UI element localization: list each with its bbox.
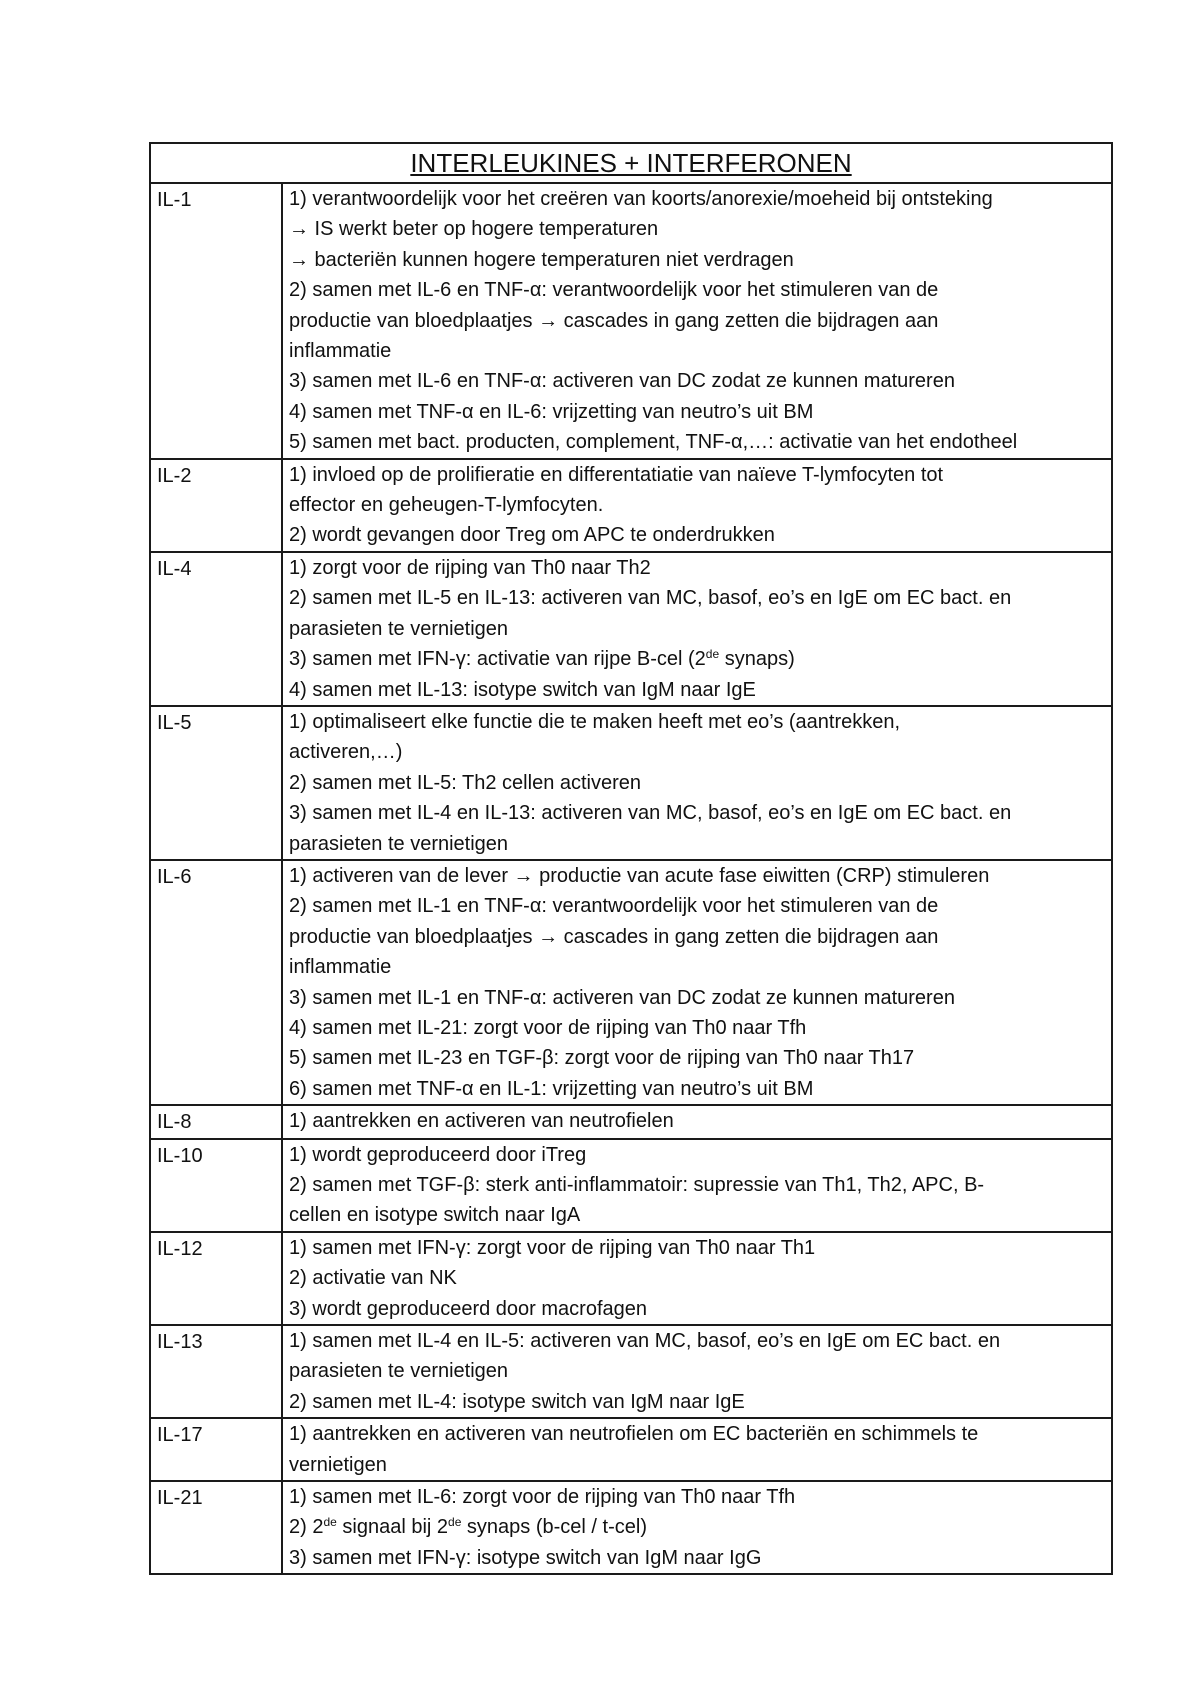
cytokine-description-cell <box>282 1325 1112 1418</box>
description-line: 4) samen met IL-21: zorgt voor de rijping van Th0 naar Tfh <box>289 1016 807 1039</box>
description-line: 3) samen met IL-6 en TNF-α: activeren van DC zodat ze kunnen matureren <box>289 370 955 393</box>
description-line: 2) samen met IL-5 en IL-13: activeren van MC, basof, eo’s en IgE om EC bact. en <box>289 587 1012 610</box>
interleukines-table <box>149 142 1113 1575</box>
cytokine-name-cell <box>150 552 282 706</box>
cytokine-description-cell <box>282 1418 1112 1481</box>
cytokine-name: IL-2 <box>157 464 192 487</box>
description-line: 2) activatie van NK <box>289 1267 457 1290</box>
title-row <box>150 143 1112 183</box>
description-line: 3) samen met IL-1 en TNF-α: activeren van DC zodat ze kunnen matureren <box>289 986 955 1009</box>
table-body <box>150 183 1112 1574</box>
superscript-text: de <box>448 1515 462 1530</box>
cytokine-description-cell <box>282 860 1112 1105</box>
cytokine-description-cell <box>282 1481 1112 1574</box>
description-line: productie van bloedplaatjes → cascades in gang zetten die bijdragen aan <box>289 309 939 332</box>
description-line: productie van bloedplaatjes → cascades in gang zetten die bijdragen aan <box>289 925 939 948</box>
description-line: 2) samen met IL-6 en TNF-α: verantwoordelijk voor het stimuleren van de <box>289 279 939 302</box>
description-line: 5) samen met bact. producten, complement, TNF-α,…: activatie van het endotheel <box>289 431 1018 454</box>
description-line: 3) samen met IFN-γ: isotype switch van IgM naar IgG <box>289 1546 762 1569</box>
description-line: 1) verantwoordelijk voor het creëren van koorts/anorexie/moeheid bij ontsteking <box>289 188 993 210</box>
superscript-text: de <box>705 647 720 662</box>
table-title: INTERLEUKINES + INTERFERONEN <box>150 143 1112 183</box>
table-row <box>150 552 1112 706</box>
description-line <box>289 1512 1105 1542</box>
line-text: 2) 2 <box>289 1516 324 1539</box>
cytokine-description-cell <box>282 1105 1112 1138</box>
description-line: parasieten te vernietigen <box>289 832 509 855</box>
table-row <box>150 183 1112 459</box>
cytokine-name: IL-4 <box>157 557 192 580</box>
cytokine-name-cell <box>150 1481 282 1574</box>
cytokine-description-cell <box>282 183 1112 459</box>
description-line: 5) samen met IL-23 en TGF-β: zorgt voor de rijping van Th0 naar Th17 <box>289 1047 915 1070</box>
description-line: → IS werkt beter op hogere temperaturen <box>289 218 659 241</box>
description-line: parasieten te vernietigen <box>289 1360 509 1383</box>
description-line <box>289 644 1105 674</box>
description-line: 1) aantrekken en activeren van neutrofielen <box>289 1110 674 1133</box>
table-row <box>150 1105 1112 1138</box>
cytokine-name-cell <box>150 183 282 459</box>
description-line: 2) samen met IL-4: isotype switch van IgM naar IgE <box>289 1390 745 1413</box>
description-line: 2) samen met TGF-β: sterk anti-inflammatoir: supressie van Th1, Th2, APC, B- <box>289 1174 985 1196</box>
description-line: 1) samen met IL-4 en IL-5: activeren van MC, basof, eo’s en IgE om EC bact. en <box>289 1330 1001 1353</box>
description-line: 1) wordt geproduceerd door iTreg <box>289 1143 587 1166</box>
cytokine-name: IL-21 <box>157 1487 203 1510</box>
description-line: 3) wordt geproduceerd door macrofagen <box>289 1297 647 1320</box>
cytokine-description-cell <box>282 459 1112 552</box>
table-row <box>150 1139 1112 1232</box>
cytokine-name: IL-8 <box>157 1111 192 1134</box>
cytokine-name-cell <box>150 1139 282 1232</box>
cytokine-description-cell <box>282 1139 1112 1232</box>
description-line: 1) aantrekken en activeren van neutrofielen om EC bacteriën en schimmels te <box>289 1423 979 1446</box>
table-row <box>150 459 1112 552</box>
description-line: 1) activeren van de lever → productie van acute fase eiwitten (CRP) stimuleren <box>289 864 990 887</box>
cytokine-description-cell <box>282 706 1112 860</box>
description-line: 1) zorgt voor de rijping van Th0 naar Th2 <box>289 556 651 579</box>
description-line: effector en geheugen-T-lymfocyten. <box>289 494 604 517</box>
description-line: 6) samen met TNF-α en IL-1: vrijzetting van neutro’s uit BM <box>289 1077 814 1100</box>
cytokine-name: IL-13 <box>157 1331 203 1354</box>
description-line: inflammatie <box>289 340 392 363</box>
cytokine-description-cell <box>282 552 1112 706</box>
line-text: signaal bij 2 <box>336 1516 449 1539</box>
cytokine-name-cell <box>150 459 282 552</box>
cytokine-name: IL-12 <box>157 1237 203 1260</box>
cytokine-name: IL-17 <box>157 1424 203 1447</box>
cytokine-name-cell <box>150 1232 282 1325</box>
cytokine-name-cell <box>150 1418 282 1481</box>
table-row <box>150 1418 1112 1481</box>
cytokine-description-cell <box>282 1232 1112 1325</box>
superscript-text: de <box>323 1515 337 1530</box>
table-row <box>150 706 1112 860</box>
description-line: 1) optimaliseert elke functie die te maken heeft met eo’s (aantrekken, <box>289 710 901 733</box>
description-line: 2) wordt gevangen door Treg om APC te onderdrukken <box>289 524 775 547</box>
description-line: 3) samen met IL-4 en IL-13: activeren van MC, basof, eo’s en IgE om EC bact. en <box>289 802 1012 825</box>
description-line: activeren,…) <box>289 741 403 764</box>
cytokine-name: IL-6 <box>157 865 192 888</box>
cytokine-name: IL-5 <box>157 711 192 734</box>
cytokine-name-cell <box>150 860 282 1105</box>
description-line: → bacteriën kunnen hogere temperaturen niet verdragen <box>289 248 794 271</box>
cytokine-name: IL-1 <box>157 189 192 211</box>
cytokine-name-cell <box>150 1325 282 1418</box>
table-row <box>150 1232 1112 1325</box>
description-line: 4) samen met IL-13: isotype switch van IgM naar IgE <box>289 678 756 701</box>
description-line: 4) samen met TNF-α en IL-6: vrijzetting van neutro’s uit BM <box>289 400 814 423</box>
description-line: 1) invloed op de prolifieratie en differentatiatie van naïeve T-lymfocyten tot <box>289 463 944 486</box>
table-row <box>150 860 1112 1105</box>
line-text: synaps (b-cel / t-cel) <box>461 1516 647 1539</box>
description-line: 2) samen met IL-5: Th2 cellen activeren <box>289 771 642 794</box>
line-text: 3) samen met IFN-γ: activatie van rijpe B-cel (2 <box>289 648 706 671</box>
cytokine-name: IL-10 <box>157 1144 203 1167</box>
description-line: parasieten te vernietigen <box>289 617 509 640</box>
description-line: cellen en isotype switch naar IgA <box>289 1204 581 1227</box>
description-line: 2) samen met IL-1 en TNF-α: verantwoordelijk voor het stimuleren van de <box>289 895 939 918</box>
line-text: synaps) <box>719 648 795 671</box>
table-row <box>150 1481 1112 1574</box>
description-line: inflammatie <box>289 956 392 979</box>
description-line: 1) samen met IFN-γ: zorgt voor de rijping van Th0 naar Th1 <box>289 1236 816 1259</box>
table-row <box>150 1325 1112 1418</box>
description-line: 1) samen met IL-6: zorgt voor de rijping van Th0 naar Tfh <box>289 1486 796 1509</box>
cytokine-name-cell <box>150 706 282 860</box>
cytokine-name-cell <box>150 1105 282 1138</box>
description-line: vernietigen <box>289 1453 387 1476</box>
